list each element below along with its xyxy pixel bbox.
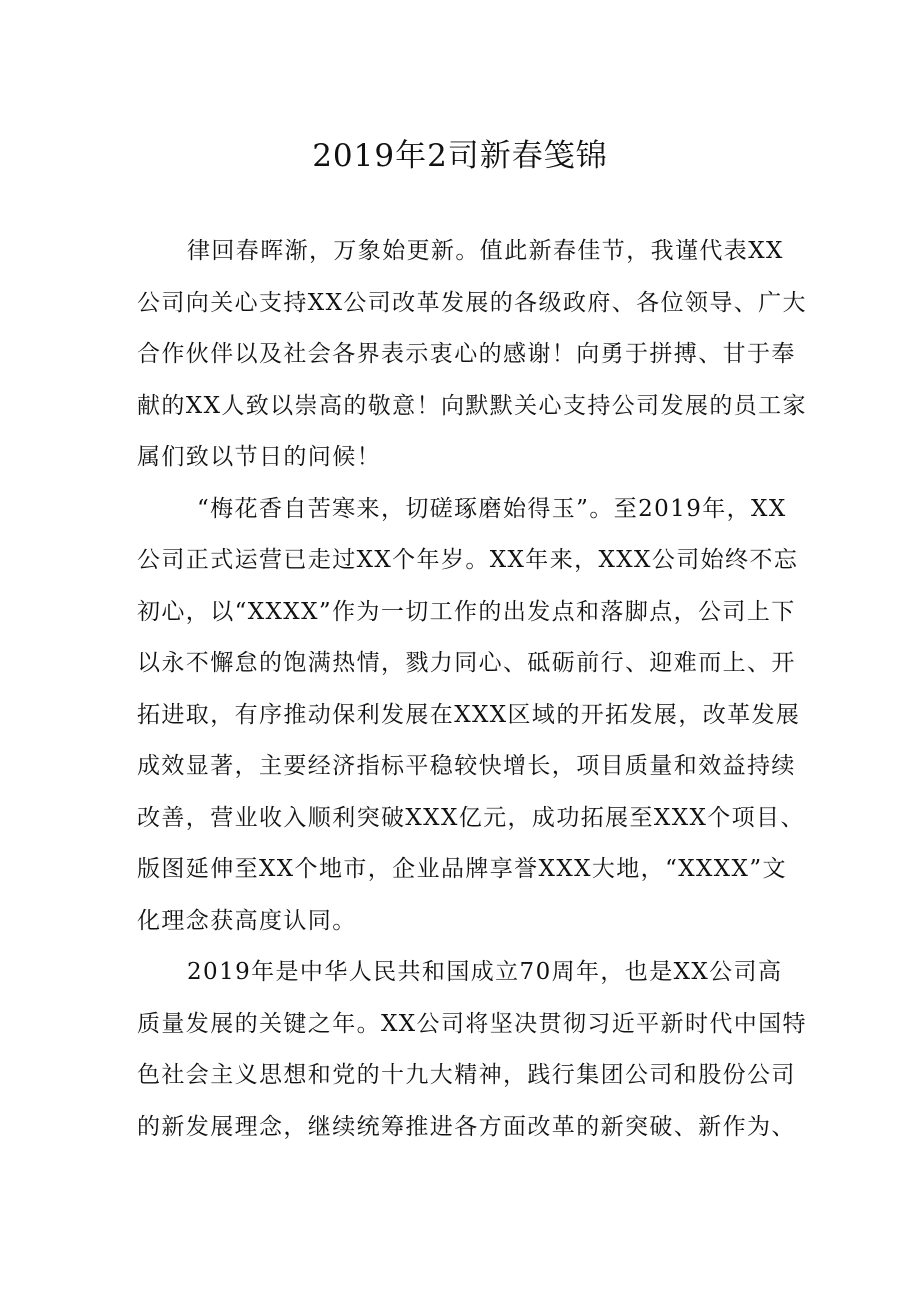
text-line: 律回春晖渐，万象始更新。值此新春佳节，我谨代表XX — [187, 238, 784, 264]
text-line: 2019年是中华人民共和国成立70周年，也是XX公司高 — [187, 959, 783, 985]
text-line: 成效显著，主要经济指标平稳较快增长，项目质量和效益持续 — [137, 753, 796, 779]
text-line: 属们致以节日的问候！ — [137, 444, 381, 470]
text-line: 色社会主义思想和党的十九大精神，践行集团公司和股份公司 — [137, 1062, 796, 1088]
text-line: 合作伙伴以及社会各界表示衷心的感谢！向勇于拼搏、甘于奉 — [137, 341, 796, 367]
text-line: 公司正式运营已走过XX个年岁。XX年来，XXX公司始终不忘 — [137, 547, 799, 573]
text-line: 初心，以“XXXX”作为一切工作的出发点和落脚点，公司上下 — [137, 598, 796, 625]
text-line: 化理念获高度认同。 — [137, 907, 357, 934]
text-line: 拓进取，有序推动保利发展在XXX区域的开拓发展，改革发展 — [137, 701, 801, 728]
paragraph-2 — [137, 484, 805, 948]
text-line: “梅花香自苦寒来，切磋琢磨始得玉”。至2019年，XX — [197, 495, 787, 522]
paragraph-1 — [137, 226, 807, 484]
text-line: 改善，营业收入顺利突破XXX亿元，成功拓展至XXX个项目、 — [137, 804, 805, 831]
text-line: 献的XX人致以崇高的敬意！向默默关心支持公司发展的员工家 — [137, 392, 807, 419]
document-body — [137, 226, 807, 1153]
text-line: 版图延伸至XX个地市，企业品牌享誉XXX大地，“XXXX”文 — [137, 856, 787, 882]
text-line: 质量发展的关键之年。XX公司将坚决贯彻习近平新时代中国特 — [137, 1010, 807, 1037]
text-line: 的新发展理念，继续统筹推进各方面改革的新突破、新作为、 — [137, 1113, 796, 1140]
text-line: 以永不懈怠的饱满热情，戮力同心、砥砺前行、迎难而上、开 — [137, 650, 796, 676]
document-title: 2019年2司新春笺锦 — [312, 138, 608, 174]
paragraph-3 — [137, 947, 807, 1153]
text-line: 公司向关心支持XX公司改革发展的各级政府、各位领导、广大 — [137, 289, 807, 316]
